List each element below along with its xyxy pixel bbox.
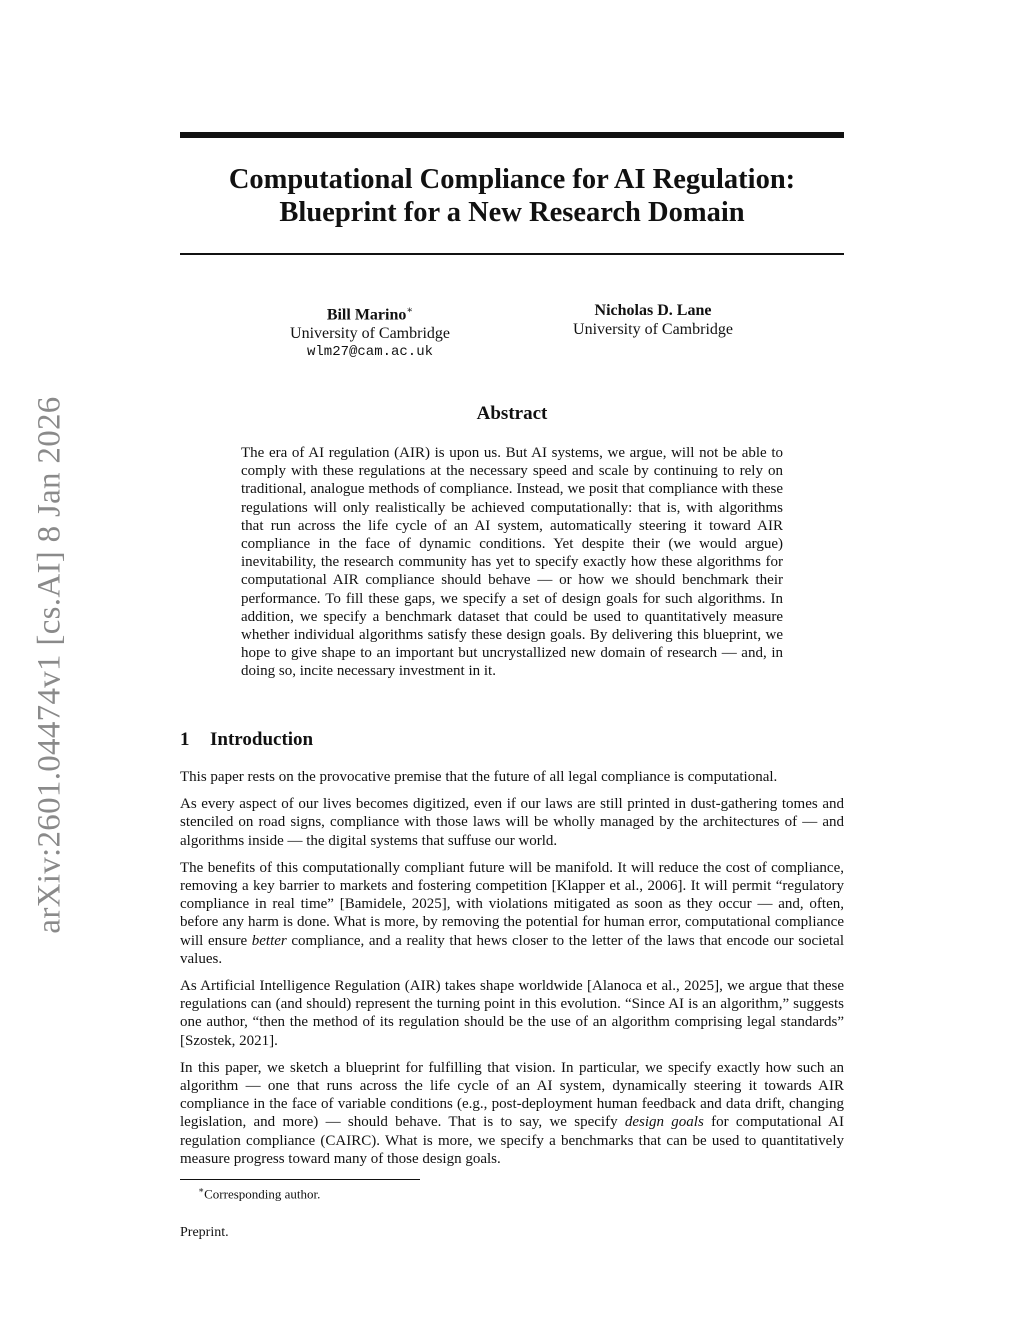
footnote-marker: ∗ <box>198 1185 205 1195</box>
emphasis: better <box>251 932 287 949</box>
section-number: 1 <box>180 729 190 750</box>
footnote-text: Corresponding author. <box>204 1186 321 1202</box>
paragraph: In this paper, we sketch a blueprint for fulfilling that vision. In particular, we specify exactly how such an algorithm — one that runs across the life cycle of an AI system, dynamically steering it towards AIR compliance in the face of variable conditions (e.g., post-deployment human feedback and data drift, changing legislation, and more) — should behave. That is to say, we specify design goals for computational AI regulation compliance (CAIRC). What is more, we specify a benchmarks that can be used to quantitatively measure progress toward many of those design goals. <box>180 1059 844 1167</box>
paragraph: The benefits of this computationally compliant future will be manifold. It will reduce the cost of compliance, removing a key barrier to markets and fostering competition [Klapper et al., 2006]. It will permit “regulatory compliance in real time” [Bamidele, 2025], with violations mitigated as soon as they occur — and, often, before any harm is done. What is more, by removing the potential for human error, computational compliance will ensure better compliance, and a reality that hews closer to the letter of the laws that encode our societal values. <box>180 859 845 967</box>
author-footnote-marker: ∗ <box>406 305 414 316</box>
paragraph: As Artificial Intelligence Regulation (AIR) takes shape worldwide [Alanoca et al., 2025], we argue that these regulations can (and should) represent the turning point in this evolution. “Since AI is an algorithm,” suggests one author, “then the method of its regulation should be the use of an algorithm comprising legal standards” [Szostek, 2021]. <box>180 978 844 1049</box>
arxiv-sidebar-stamp <box>20 385 80 945</box>
author-name: Bill Marino∗ <box>326 305 414 324</box>
emphasis: design goals <box>624 1114 704 1131</box>
abstract-text: The era of AI regulation (AIR) is upon us. But AI systems, we argue, will not be able to comply with these regulations at the necessary speed and scale by continuing to rely on traditional, analogue methods of compliance. Instead, we posit that compliance with these regulations will only realistically be achieved computationally: that is, with algorithms that run across the life cycle of an AI system, automatically steering it toward AIR compliance in the face of dynamic conditions. Yet despite their (we would argue) inevitability, the research community has yet to specify exactly how these algorithms for computational AIR compliance should behave — or how we should benchmark their performance. To fill these gaps, we specify a set of design goals for such algorithms. In addition, we specify a benchmark dataset that could be used to quantitatively measure whether individual algorithms satisfy these design goals. By delivering this blueprint, we hope to give shape to an important but uncrystallized new domain of research — and, in doing so, incite necessary investment in it. <box>241 445 783 680</box>
author-affiliation: University of Cambridge <box>290 325 450 343</box>
preprint-footer: Preprint. <box>180 1225 229 1240</box>
title-line-2: Blueprint for a New Research Domain <box>279 197 745 228</box>
footnote <box>198 1182 320 1202</box>
arxiv-identifier: arXiv:2601.04474v1 [cs.AI] 8 Jan 2026 <box>31 396 68 934</box>
body-text <box>180 768 844 1177</box>
abstract-heading: Abstract <box>476 403 548 424</box>
title-line-1: Computational Compliance for AI Regulation: <box>228 164 796 195</box>
paragraph: This paper rests on the provocative premise that the future of all legal compliance is computational. <box>180 769 778 785</box>
author-email: wlm27@cam.ac.uk <box>306 344 434 361</box>
author-block-2 <box>540 301 766 339</box>
author-affiliation: University of Cambridge <box>573 321 733 338</box>
paper-title <box>180 163 844 229</box>
author-block-1 <box>250 301 490 362</box>
footnote-rule <box>180 1179 420 1180</box>
title-bottom-rule <box>180 253 844 255</box>
author-name: Nicholas D. Lane <box>594 302 712 319</box>
section-heading <box>180 729 313 751</box>
paragraph: As every aspect of our lives becomes digitized, even if our laws are still printed in dust-gathering tomes and stenciled on road signs, compliance with those laws will be wholly managed by the architectures of — and algorithms inside — the digital systems that suffuse our world. <box>180 796 844 849</box>
section-title: Introduction <box>210 729 314 750</box>
title-top-rule <box>180 132 844 138</box>
